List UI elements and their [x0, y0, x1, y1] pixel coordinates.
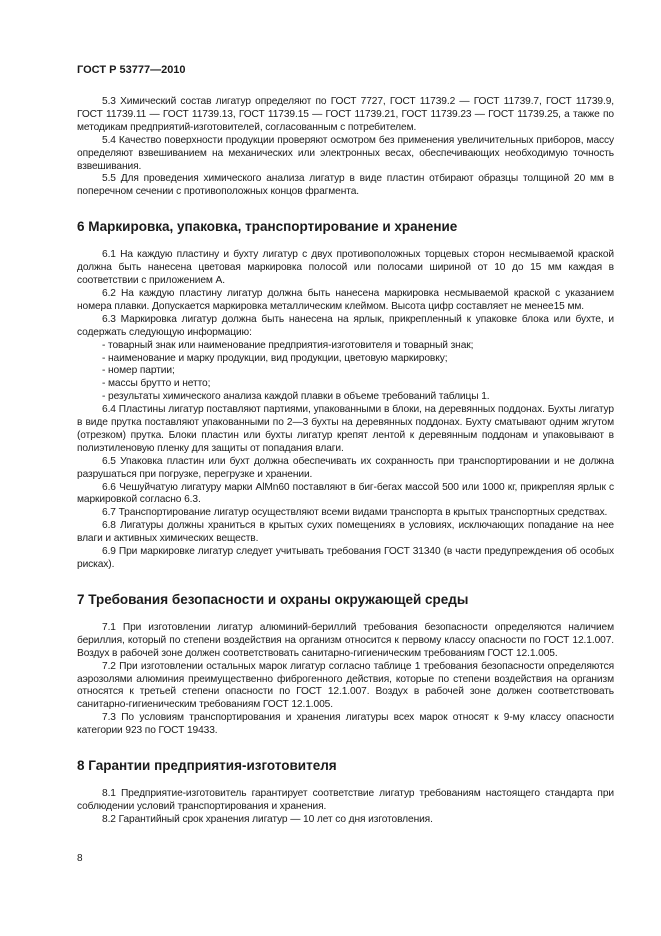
- paragraph-5-4: 5.4 Качество поверхности продукции проверяют осмотром без применения увеличительных приборов, массу определяют взвешиванием на механических или электронных весах, обеспечивающих необходимую точность взвешивания.: [77, 134, 614, 172]
- list-item: - номер партии;: [102, 365, 175, 377]
- section-6-heading: 6 Маркировка, упаковка, транспортирование и хранение: [77, 219, 458, 235]
- section-7-heading: 7 Требования безопасности и охраны окружающей среды: [77, 591, 469, 607]
- paragraph-7-1: 7.1 При изготовлении лигатур алюминий-бериллий требования безопасности определяются наличием бериллия, который по степени воздействия на организм относится к первому классу опасности по ГОСТ 12.1.007. Воздух в рабочей зоне должен соответствовать санитарно-гигиеническим требованиям ГОСТ 12.1.005.: [77, 621, 614, 659]
- paragraph-6-1: 6.1 На каждую пластину и бухту лигатур с двух противоположных торцевых сторон несмываемой краской должна быть нанесена цветовая маркировка полосой или полосами шириной от 10 до 15 мм каждая в соответствии с приложением А.: [77, 249, 614, 287]
- paragraph-6-5: 6.5 Упаковка пластин или бухт должна обеспечивать их сохранность при транспортировании и не должна разрушаться при погрузке, перегрузке и хранении.: [77, 455, 614, 480]
- paragraph-6-9: 6.9 При маркировке лигатур следует учитывать требования ГОСТ 31340 (в части предупреждения об особых рисках).: [77, 546, 614, 570]
- label-info-list: [77, 340, 614, 405]
- document-body: [77, 96, 614, 827]
- section-8-heading: 8 Гарантии предприятия-изготовителя: [77, 758, 337, 774]
- list-item: - наименование и марку продукции, вид продукции, цветовую маркировку;: [102, 352, 448, 364]
- paragraph-7-3: 7.3 По условиям транспортирования и хранения лигатуры всех марок относят к 9-му классу опасности категории 923 по ГОСТ 19433.: [77, 712, 614, 737]
- paragraph-5-3: 5.3 Химический состав лигатур определяют по ГОСТ 7727, ГОСТ 11739.2 — ГОСТ 11739.7, ГОСТ 11739.9, ГОСТ 11739.11 — ГОСТ 11739.13, ГОСТ 11739.15 — ГОСТ 11739.21, ГОСТ 11739.23 — ГОСТ 11739.25, а также по методикам предприятий-изготовителей, согласованным с потребителем.: [77, 96, 614, 133]
- list-item: - результаты химического анализа каждой плавки в объеме требований таблицы 1.: [102, 391, 490, 403]
- paragraph-5-5: 5.5 Для проведения химического анализа лигатур в виде пластин отбирают образцы толщиной 20 мм в поперечном сечении с противоположных концов фрагмента.: [77, 173, 614, 198]
- page-number: 8: [77, 853, 83, 864]
- paragraph-8-2: 8.2 Гарантийный срок хранения лигатур — 10 лет со дня изготовления.: [102, 813, 433, 825]
- list-item: - массы брутто и нетто;: [102, 378, 211, 390]
- paragraph-7-2: 7.2 При изготовлении остальных марок лигатур согласно таблице 1 требования безопасности определяются аэрозолями алюминия преимущественно фиброгенного действия, которые по степени воздействия на организм относятся к третьей степени опасности по ГОСТ 12.1.007. Воздух в рабочей зоне должен соответствовать санитарно-гигиеническим требованиям ГОСТ 12.1.005.: [77, 660, 614, 711]
- paragraph-6-6: 6.6 Чешуйчатую лигатуру марки AlMn60 поставляют в биг-бегах массой 500 или 1000 кг, прикрепляя ярлык с маркировкой согласно 6.3.: [77, 481, 614, 506]
- paragraph-6-8: 6.8 Лигатуры должны храниться в крытых сухих помещениях в условиях, исключающих попадание на нее влаги и активных химических веществ.: [77, 520, 614, 545]
- paragraph-8-1: 8.1 Предприятие-изготовитель гарантирует соответствие лигатур требованиям настоящего стандарта при соблюдении условий транспортирования и хранения.: [77, 788, 614, 812]
- paragraph-6-2: 6.2 На каждую пластину лигатур должна быть нанесена маркировка несмываемой краской с указанием номера плавки. Допускается маркировка металлическим клеймом. Высота цифр составляет не менее15 мм.: [77, 287, 614, 312]
- paragraph-6-4: 6.4 Пластины лигатур поставляют партиями, упакованными в блоки, на деревянных поддонах. Бухты лигатур в виде прутка поставляют упакованными по 2—3 бухты на деревянных поддонах. Бухту сматывают одним жгутом (отрезком) прутка. Блоки пластин или бухты лигатур крепят лентой к деревянным поддонам и упаковывают в полиэтиленовую пленку для защиты от попадания влаги.: [77, 404, 614, 454]
- list-item: - товарный знак или наименование предприятия-изготовителя и товарный знак;: [102, 339, 474, 351]
- paragraph-6-3: 6.3 Маркировка лигатур должна быть нанесена на ярлык, прикрепленный к упаковке блока или бухте, и содержать следующую информацию:: [77, 313, 614, 338]
- paragraph-6-7: 6.7 Транспортирование лигатур осуществляют всеми видами транспорта в крытых транспортных средствах.: [102, 507, 608, 519]
- document-header: ГОСТ Р 53777—2010: [77, 64, 186, 76]
